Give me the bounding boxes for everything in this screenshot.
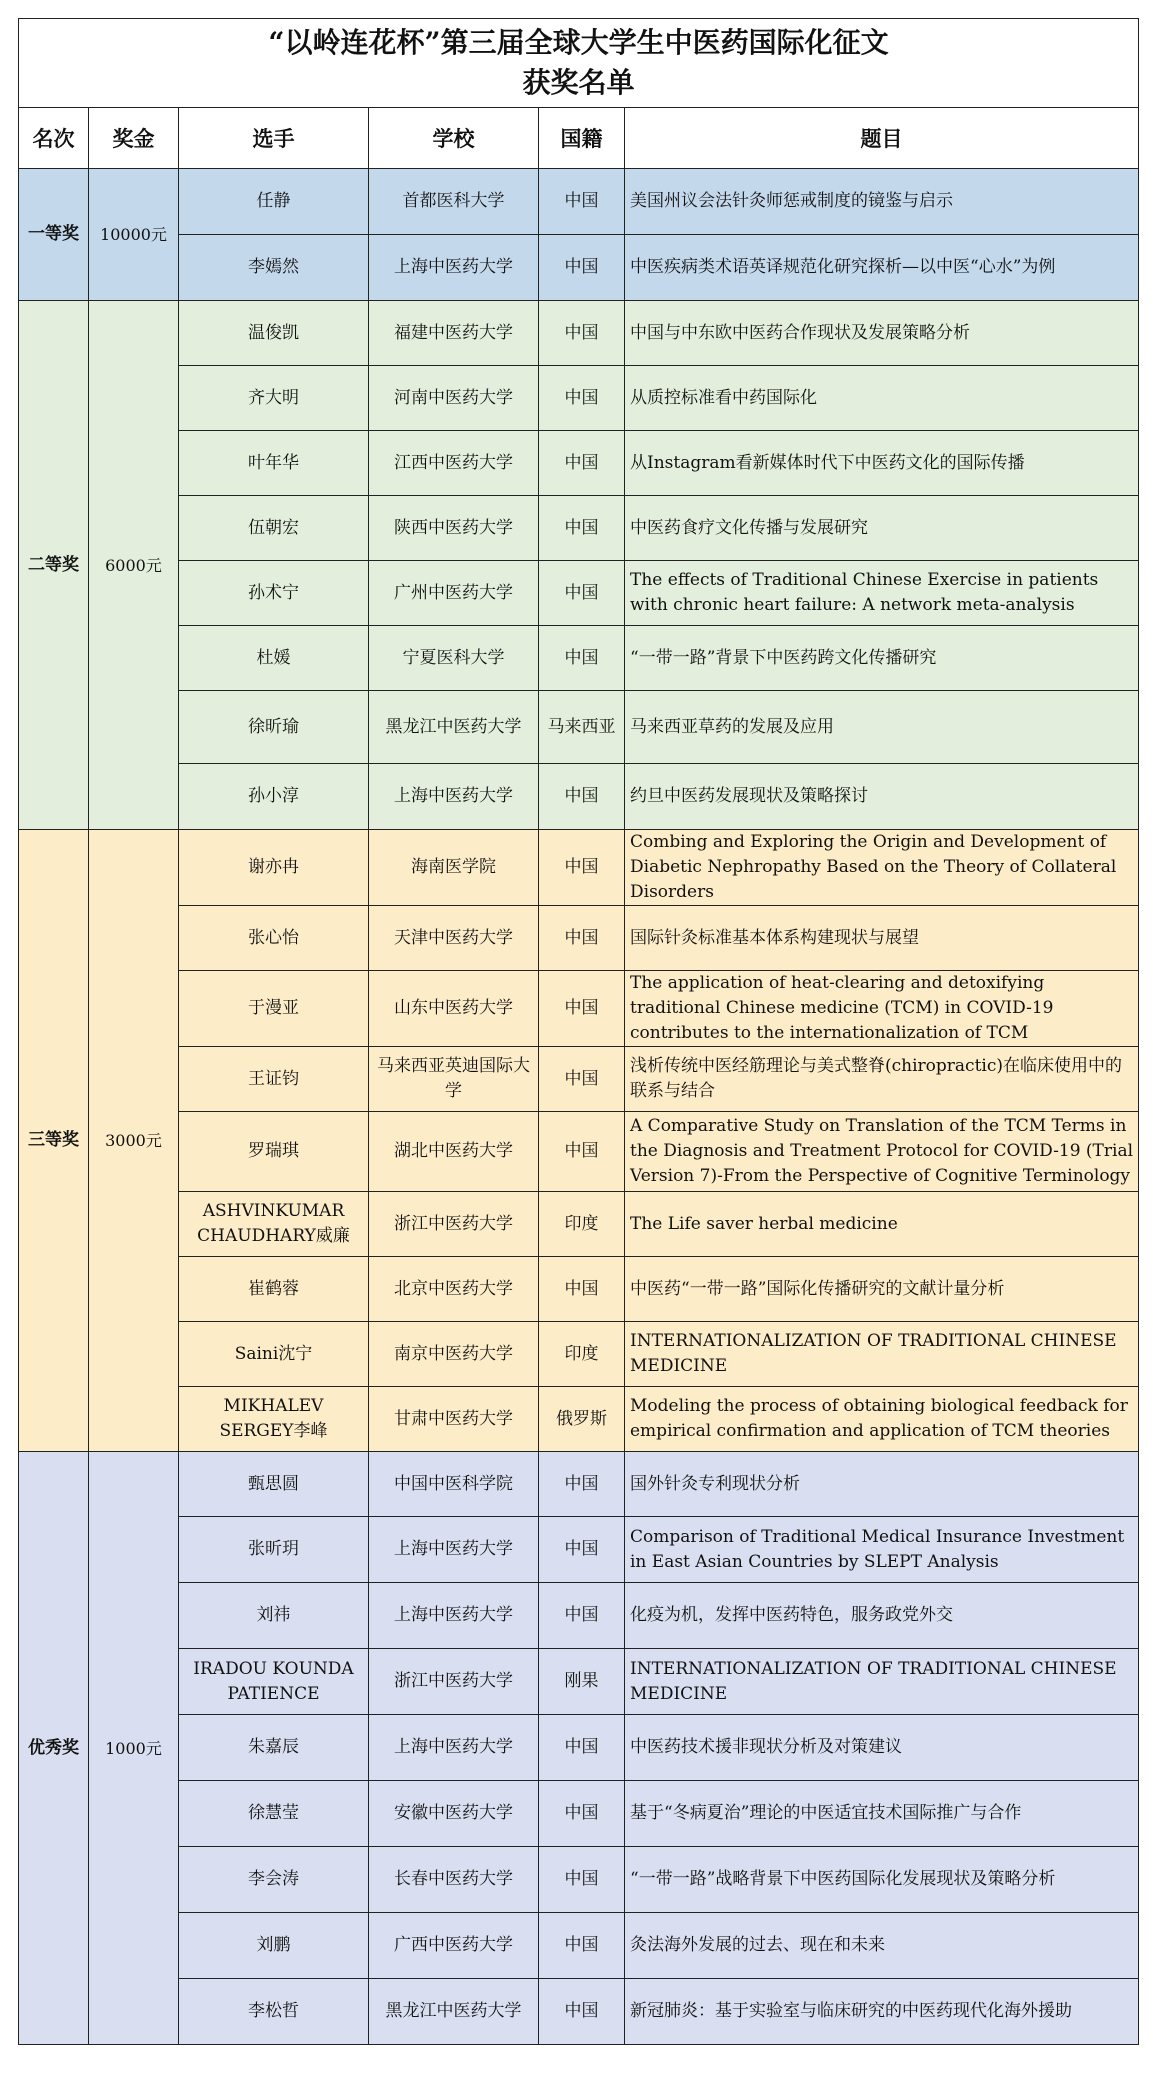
nationality-cell: 中国 <box>539 1452 625 1517</box>
table-row <box>19 1452 1139 1517</box>
award-table <box>18 18 1139 2045</box>
table-row <box>19 366 1139 431</box>
table-row <box>19 691 1139 764</box>
essay-title-cell: 国际针灸标准基本体系构建现状与展望 <box>625 906 1139 971</box>
title-line-2: 获奖名单 <box>522 66 635 99</box>
school-cell: 长春中医药大学 <box>369 1847 539 1913</box>
table-row <box>19 301 1139 366</box>
title-line-1: “以岭连花杯”第三届全球大学生中医药国际化征文 <box>268 26 889 59</box>
nationality-cell: 中国 <box>539 431 625 496</box>
school-cell: 山东中医药大学 <box>369 971 539 1047</box>
essay-title-cell: 从质控标准看中药国际化 <box>625 366 1139 431</box>
participant-name-cell: Saini沈宁 <box>179 1322 369 1387</box>
table-row <box>19 830 1139 906</box>
school-cell: 上海中医药大学 <box>369 1715 539 1781</box>
school-cell: 天津中医药大学 <box>369 906 539 971</box>
nationality-cell: 中国 <box>539 1781 625 1847</box>
table-row <box>19 1583 1139 1649</box>
essay-title-cell: 化疫为机，发挥中医药特色，服务政党外交 <box>625 1583 1139 1649</box>
table-row <box>19 906 1139 971</box>
participant-name-cell: 于漫亚 <box>179 971 369 1047</box>
participant-name-cell: 齐大明 <box>179 366 369 431</box>
participant-name-cell: 谢亦冉 <box>179 830 369 906</box>
participant-name-cell: 温俊凯 <box>179 301 369 366</box>
table-row <box>19 1192 1139 1257</box>
nationality-cell: 中国 <box>539 496 625 561</box>
participant-name-cell: 崔鹤蓉 <box>179 1257 369 1322</box>
essay-title-cell: “一带一路”战略背景下中医药国际化发展现状及策略分析 <box>625 1847 1139 1913</box>
participant-name-cell: 刘祎 <box>179 1583 369 1649</box>
essay-title-cell: 从Instagram看新媒体时代下中医药文化的国际传播 <box>625 431 1139 496</box>
nationality-cell: 中国 <box>539 830 625 906</box>
table-row <box>19 1847 1139 1913</box>
school-cell: 浙江中医药大学 <box>369 1192 539 1257</box>
prize-amount-cell: 6000元 <box>89 301 179 830</box>
nationality-cell: 印度 <box>539 1322 625 1387</box>
essay-title-cell: The application of heat-clearing and detoxifying traditional Chinese medicine (TCM) in COVID-19 contributes to the internationalization of TCM <box>625 971 1139 1047</box>
nationality-cell: 中国 <box>539 906 625 971</box>
school-cell: 湖北中医药大学 <box>369 1112 539 1192</box>
essay-title-cell: INTERNATIONALIZATION OF TRADITIONAL CHINESE MEDICINE <box>625 1649 1139 1715</box>
essay-title-cell: 中国与中东欧中医药合作现状及发展策略分析 <box>625 301 1139 366</box>
table-row <box>19 431 1139 496</box>
essay-title-cell: 中医疾病类术语英译规范化研究探析—以中医“心水”为例 <box>625 235 1139 301</box>
prize-amount-cell: 10000元 <box>89 169 179 301</box>
essay-title-cell: 约旦中医药发展现状及策略探讨 <box>625 764 1139 830</box>
nationality-cell: 中国 <box>539 1047 625 1112</box>
nationality-cell: 中国 <box>539 1715 625 1781</box>
table-row <box>19 1649 1139 1715</box>
nationality-cell: 中国 <box>539 626 625 691</box>
school-cell: 黑龙江中医药大学 <box>369 1979 539 2045</box>
header-name: 选手 <box>179 108 369 169</box>
nationality-cell: 中国 <box>539 1583 625 1649</box>
essay-title-cell: 中医药食疗文化传播与发展研究 <box>625 496 1139 561</box>
table-row <box>19 496 1139 561</box>
table-row <box>19 1913 1139 1979</box>
nationality-cell: 中国 <box>539 1847 625 1913</box>
school-cell: 上海中医药大学 <box>369 1517 539 1583</box>
participant-name-cell: 李会涛 <box>179 1847 369 1913</box>
school-cell: 南京中医药大学 <box>369 1322 539 1387</box>
table-row <box>19 1112 1139 1192</box>
school-cell: 上海中医药大学 <box>369 764 539 830</box>
nationality-cell: 中国 <box>539 169 625 235</box>
header-nation: 国籍 <box>539 108 625 169</box>
header-prize: 奖金 <box>89 108 179 169</box>
school-cell: 海南医学院 <box>369 830 539 906</box>
essay-title-cell: The Life saver herbal medicine <box>625 1192 1139 1257</box>
nationality-cell: 印度 <box>539 1192 625 1257</box>
table-row <box>19 561 1139 626</box>
nationality-cell: 中国 <box>539 1517 625 1583</box>
nationality-cell: 中国 <box>539 971 625 1047</box>
table-row <box>19 1781 1139 1847</box>
header-topic: 题目 <box>625 108 1139 169</box>
participant-name-cell: 张心怡 <box>179 906 369 971</box>
school-cell: 福建中医药大学 <box>369 301 539 366</box>
school-cell: 广西中医药大学 <box>369 1913 539 1979</box>
school-cell: 黑龙江中医药大学 <box>369 691 539 764</box>
table-row <box>19 1387 1139 1452</box>
table-row <box>19 169 1139 235</box>
participant-name-cell: 徐昕瑜 <box>179 691 369 764</box>
header-rank: 名次 <box>19 108 89 169</box>
nationality-cell: 中国 <box>539 235 625 301</box>
school-cell: 江西中医药大学 <box>369 431 539 496</box>
school-cell: 甘肃中医药大学 <box>369 1387 539 1452</box>
table-row <box>19 1047 1139 1112</box>
table-row <box>19 971 1139 1047</box>
school-cell: 浙江中医药大学 <box>369 1649 539 1715</box>
nationality-cell: 中国 <box>539 1112 625 1192</box>
participant-name-cell: 杜媛 <box>179 626 369 691</box>
school-cell: 安徽中医药大学 <box>369 1781 539 1847</box>
essay-title-cell: 灸法海外发展的过去、现在和未来 <box>625 1913 1139 1979</box>
table-row <box>19 1715 1139 1781</box>
header-row <box>19 108 1139 169</box>
school-cell: 上海中医药大学 <box>369 1583 539 1649</box>
participant-name-cell: 李松哲 <box>179 1979 369 2045</box>
table-row <box>19 1322 1139 1387</box>
award-table-body <box>19 169 1139 2045</box>
nationality-cell: 中国 <box>539 561 625 626</box>
nationality-cell: 俄罗斯 <box>539 1387 625 1452</box>
table-row <box>19 626 1139 691</box>
rank-cell: 一等奖 <box>19 169 89 301</box>
participant-name-cell: 王证钧 <box>179 1047 369 1112</box>
participant-name-cell: IRADOU KOUNDA PATIENCE <box>179 1649 369 1715</box>
participant-name-cell: 孙术宁 <box>179 561 369 626</box>
school-cell: 宁夏医科大学 <box>369 626 539 691</box>
nationality-cell: 刚果 <box>539 1649 625 1715</box>
page-title <box>19 19 1139 108</box>
nationality-cell: 马来西亚 <box>539 691 625 764</box>
participant-name-cell: 伍朝宏 <box>179 496 369 561</box>
participant-name-cell: MIKHALEV SERGEY李峰 <box>179 1387 369 1452</box>
nationality-cell: 中国 <box>539 1913 625 1979</box>
essay-title-cell: 新冠肺炎：基于实验室与临床研究的中医药现代化海外援助 <box>625 1979 1139 2045</box>
table-row <box>19 1257 1139 1322</box>
school-cell: 中国中医科学院 <box>369 1452 539 1517</box>
school-cell: 广州中医药大学 <box>369 561 539 626</box>
school-cell: 首都医科大学 <box>369 169 539 235</box>
table-row <box>19 235 1139 301</box>
participant-name-cell: 罗瑞琪 <box>179 1112 369 1192</box>
nationality-cell: 中国 <box>539 764 625 830</box>
participant-name-cell: 刘鹏 <box>179 1913 369 1979</box>
school-cell: 马来西亚英迪国际大学 <box>369 1047 539 1112</box>
participant-name-cell: 甄思圆 <box>179 1452 369 1517</box>
rank-cell: 三等奖 <box>19 830 89 1452</box>
essay-title-cell: 美国州议会法针灸师惩戒制度的镜鉴与启示 <box>625 169 1139 235</box>
award-sheet <box>18 18 1138 2045</box>
essay-title-cell: Comparison of Traditional Medical Insurance Investment in East Asian Countries by SLEPT Analysis <box>625 1517 1139 1583</box>
essay-title-cell: “一带一路”背景下中医药跨文化传播研究 <box>625 626 1139 691</box>
participant-name-cell: 张昕玥 <box>179 1517 369 1583</box>
participant-name-cell: 徐慧莹 <box>179 1781 369 1847</box>
table-row <box>19 764 1139 830</box>
school-cell: 北京中医药大学 <box>369 1257 539 1322</box>
participant-name-cell: ASHVINKUMAR CHAUDHARY威廉 <box>179 1192 369 1257</box>
essay-title-cell: 马来西亚草药的发展及应用 <box>625 691 1139 764</box>
essay-title-cell: 中医药技术援非现状分析及对策建议 <box>625 1715 1139 1781</box>
essay-title-cell: 国外针灸专利现状分析 <box>625 1452 1139 1517</box>
rank-cell: 二等奖 <box>19 301 89 830</box>
nationality-cell: 中国 <box>539 301 625 366</box>
essay-title-cell: Modeling the process of obtaining biological feedback for empirical confirmation and application of TCM theories <box>625 1387 1139 1452</box>
prize-amount-cell: 3000元 <box>89 830 179 1452</box>
prize-amount-cell: 1000元 <box>89 1452 179 2045</box>
table-row <box>19 1517 1139 1583</box>
essay-title-cell: Combing and Exploring the Origin and Development of Diabetic Nephropathy Based on the Theory of Collateral Disorders <box>625 830 1139 906</box>
participant-name-cell: 孙小淳 <box>179 764 369 830</box>
participant-name-cell: 叶年华 <box>179 431 369 496</box>
essay-title-cell: 浅析传统中医经筋理论与美式整脊(chiropractic)在临床使用中的联系与结合 <box>625 1047 1139 1112</box>
school-cell: 陕西中医药大学 <box>369 496 539 561</box>
participant-name-cell: 李嫣然 <box>179 235 369 301</box>
essay-title-cell: A Comparative Study on Translation of the TCM Terms in the Diagnosis and Treatment Protocol for COVID-19 (Trial Version 7)-From the Perspective of Cognitive Terminology <box>625 1112 1139 1192</box>
nationality-cell: 中国 <box>539 366 625 431</box>
table-row <box>19 1979 1139 2045</box>
school-cell: 河南中医药大学 <box>369 366 539 431</box>
essay-title-cell: 中医药“一带一路”国际化传播研究的文献计量分析 <box>625 1257 1139 1322</box>
nationality-cell: 中国 <box>539 1257 625 1322</box>
nationality-cell: 中国 <box>539 1979 625 2045</box>
essay-title-cell: The effects of Traditional Chinese Exercise in patients with chronic heart failure: A network meta-analysis <box>625 561 1139 626</box>
essay-title-cell: INTERNATIONALIZATION OF TRADITIONAL CHINESE MEDICINE <box>625 1322 1139 1387</box>
essay-title-cell: 基于“冬病夏治”理论的中医适宜技术国际推广与合作 <box>625 1781 1139 1847</box>
rank-cell: 优秀奖 <box>19 1452 89 2045</box>
header-school: 学校 <box>369 108 539 169</box>
participant-name-cell: 朱嘉辰 <box>179 1715 369 1781</box>
participant-name-cell: 任静 <box>179 169 369 235</box>
school-cell: 上海中医药大学 <box>369 235 539 301</box>
